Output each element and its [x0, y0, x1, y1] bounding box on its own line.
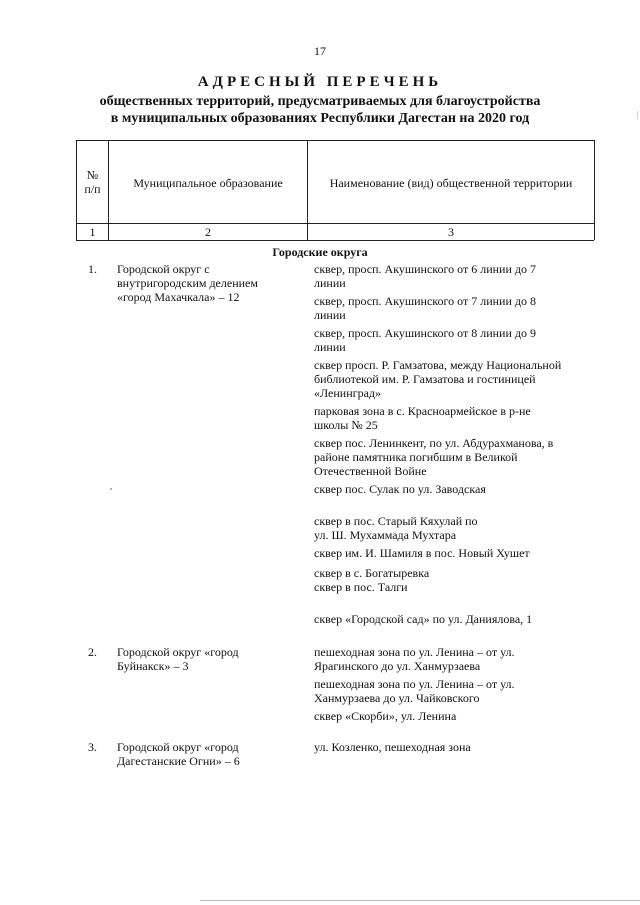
scan-edge-line: [200, 900, 640, 901]
header-territory: Наименование (вид) общественной территории: [329, 176, 573, 190]
row-number: 1.: [88, 262, 97, 276]
column-number-2: 2: [205, 225, 211, 239]
territory-line: «Ленинград»: [314, 386, 382, 400]
header-number: [77, 168, 108, 196]
page-number: 17: [314, 44, 326, 58]
territory-line: сквер, просп. Акушинского от 7 линии до 8: [314, 294, 536, 308]
territory-item: [314, 677, 515, 705]
territory-item: [314, 436, 553, 478]
subtitle-line-1: общественных территорий, предусматриваемых для благоустройства: [99, 94, 541, 109]
territory-line: парковая зона в с. Красноармейское в р-не: [314, 404, 531, 418]
territory-item: [314, 546, 530, 560]
territory-item: [314, 566, 429, 580]
territory-item: [314, 645, 515, 673]
territory-line: ул. Козленко, пешеходная зона: [314, 740, 471, 754]
column-number-1: 1: [89, 225, 96, 239]
territory-line: пешеходная зона по ул. Ленина – от ул.: [314, 645, 515, 659]
municipality-name: [117, 740, 240, 768]
row-number: 3.: [88, 740, 97, 754]
territory-line: линии: [314, 276, 346, 290]
document-subtitle: [0, 93, 640, 127]
municipality-name: [117, 262, 258, 304]
territory-line: библиотекой им. Р. Гамзатова и гостиницей: [314, 372, 536, 386]
territory-line: Отечественной Войне: [314, 464, 427, 478]
municipality-line: Городской округ с: [117, 262, 210, 276]
territory-line: линии: [314, 308, 346, 322]
territory-item: [314, 514, 478, 542]
municipality-line: внутригородским делением: [117, 276, 258, 290]
municipality-line: «город Махачкала» – 12: [117, 290, 240, 304]
territory-item: [314, 358, 561, 400]
territory-line: сквер им. И. Шамиля в пос. Новый Хушет: [314, 546, 530, 560]
territory-item: [314, 482, 486, 496]
section-title: Городские округа: [272, 245, 368, 259]
municipality-name: [117, 645, 239, 673]
municipality-line: Городской округ «город: [117, 645, 239, 659]
municipality-line: Городской округ «город: [117, 740, 239, 754]
territory-line: сквер, просп. Акушинского от 6 линии до 7: [314, 262, 536, 276]
territory-item: [314, 580, 408, 594]
territory-item: [314, 740, 471, 754]
territory-line: Ярагинского до ул. Ханмурзаева: [314, 659, 481, 673]
territory-item: [314, 294, 536, 322]
territory-line: сквер, просп. Акушинского от 8 линии до 9: [314, 326, 536, 340]
header-number-line-2: п/п: [84, 182, 101, 196]
territory-line: линии: [314, 340, 346, 354]
column-number-3: 3: [448, 225, 454, 239]
territory-line: ул. Ш. Мухаммада Мухтара: [314, 528, 457, 542]
territory-line: сквер пос. Сулак по ул. Заводская: [314, 482, 486, 496]
territory-line: сквер в пос. Талги: [314, 580, 408, 594]
territory-line: сквер «Скорби», ул. Ленина: [314, 709, 457, 723]
territory-line: сквер пос. Ленинкент, по ул. Абдурахманова, в: [314, 436, 554, 450]
territory-line: сквер «Городской сад» по ул. Даниялова, 1: [314, 612, 533, 626]
municipality-line: Буйнакск» – 3: [117, 659, 189, 673]
municipality-line: Дагестанские Огни» – 6: [117, 754, 240, 768]
territory-item: [314, 612, 532, 626]
territory-line: сквер просп. Р. Гамзатова, между Национальной: [314, 358, 562, 372]
territory-item: [314, 709, 456, 723]
territory-line: сквер в пос. Старый Кяхулай по: [314, 514, 478, 528]
territory-line: районе памятника погибшим в Великой: [314, 450, 518, 464]
territory-item: [314, 262, 536, 290]
subtitle-line-2: в муниципальных образованиях Республики Дагестан на 2020 год: [110, 111, 530, 126]
margin-mark: |: [636, 110, 638, 119]
territory-line: пешеходная зона по ул. Ленина – от ул.: [314, 677, 515, 691]
row-number: 2.: [88, 645, 97, 659]
territory-line: школы № 25: [314, 418, 378, 432]
territory-item: [314, 404, 531, 432]
territory-line: сквер в с. Богатыревка: [314, 566, 430, 580]
header-municipality: Муниципальное образование: [133, 176, 283, 190]
territory-line: Ханмурзаева до ул. Чайковского: [314, 691, 480, 705]
scan-speck: [110, 488, 112, 490]
territory-item: [314, 326, 536, 354]
document-title: АДРЕСНЫЙ ПЕРЕЧЕНЬ: [197, 74, 443, 90]
header-number-line-1: №: [86, 168, 99, 182]
